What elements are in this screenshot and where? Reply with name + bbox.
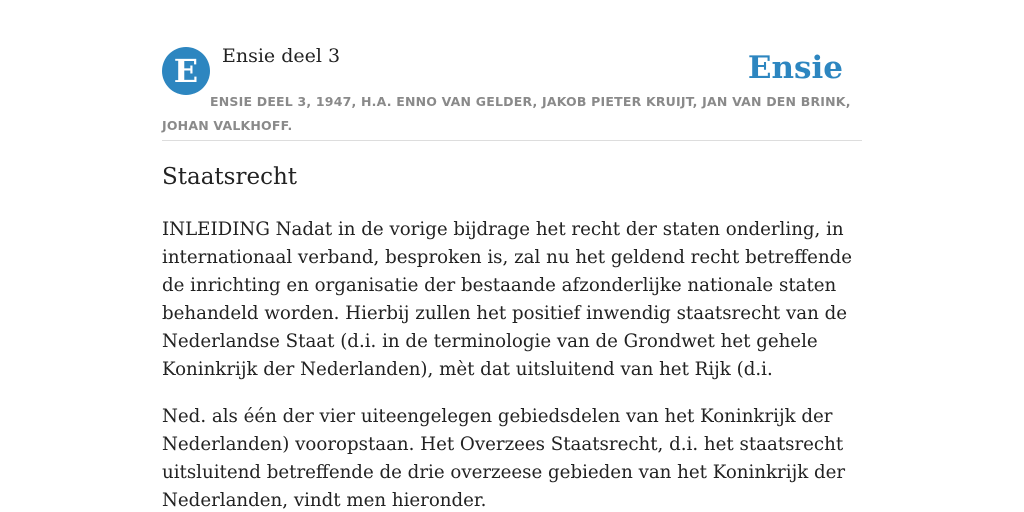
article-paragraph: Ned. als één der vier uiteengelegen gebiedsdelen van het Koninkrijk der Nederlanden) vooropstaan. Het Overzees Staatsrecht, d.i. het staatsrecht uitsluitend betreffende de drie overzeese gebieden van het Koninkrijk der Nederlanden, vindt men hieronder. — [162, 406, 846, 511]
ensie-logo-icon[interactable]: E — [162, 47, 210, 95]
article-paragraph: INLEIDING Nadat in de vorige bijdrage het recht der staten onderling, in internationaal verband, besproken is, zal nu het geldend recht betreffende de inrichting en organisatie der bestaande afzonderlijke nationale staten behandeld worden. Hierbij zullen het positief inwendig staatsrecht van de Nederlandse Staat (d.i. in de terminologie van de Grondwet het gehele Koninkrijk der Nederlanden), mèt dat uitsluitend van het Rijk (d.i. — [162, 219, 853, 380]
page — [162, 0, 862, 511]
header — [162, 0, 862, 141]
article-title: Staatsrecht — [162, 164, 298, 190]
book-title[interactable]: Ensie deel 3 — [222, 45, 341, 67]
book-meta: ENSIE DEEL 3, 1947, H.A. ENNO VAN GELDER, JAKOB PIETER KRUIJT, JAN VAN DEN BRINK, JOHAN VALKHOFF. — [162, 94, 851, 133]
brand-logo[interactable]: Ensie — [747, 50, 843, 86]
